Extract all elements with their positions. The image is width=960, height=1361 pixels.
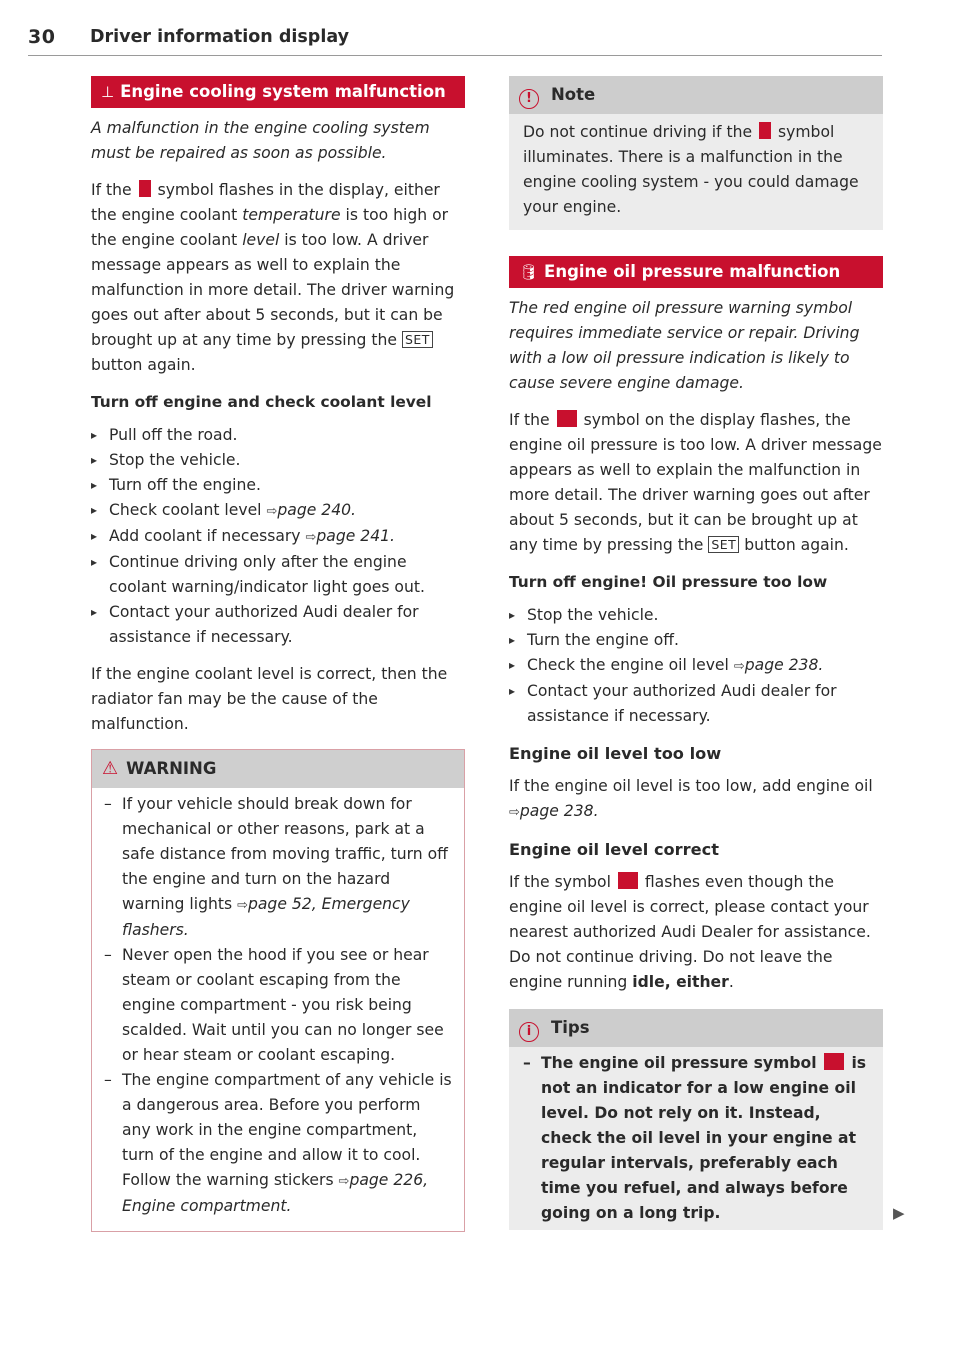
intro-text: A malfunction in the engine cooling system must be repaired as soon as possible. <box>91 119 430 162</box>
list-item: – Never open the hood if you see or hear steam or coolant escaping from the engine compartment - you risk being scalded. Wait until you can no longer see or hear steam or coolant escaping. <box>104 943 454 1068</box>
page-link[interactable]: page 52, Emergency flashers. <box>122 895 410 939</box>
section-title: Driver information display <box>90 27 350 47</box>
list-item: ▸ Turn off the engine. <box>91 473 465 498</box>
body-paragraph: If the engine oil level is too low, add engine oil ⇨page 238. <box>509 777 873 820</box>
coolant-thermometer-icon: ⊥ <box>101 83 115 101</box>
list-item: ▸ Stop the vehicle. <box>91 448 465 473</box>
continue-arrow-icon: ▶ <box>893 1204 905 1222</box>
page-header <box>28 22 882 56</box>
note-header: ! Note <box>509 76 883 114</box>
list-item: – The engine compartment of any vehicle is a dangerous area. Before you perform any work in the engine compartment, turn of the engine and allow it to cool. Follow the warning stickers ⇨page 226, Engine compartment. <box>104 1068 454 1219</box>
set-button-label: SET <box>402 331 433 348</box>
body-paragraph: If the symbol flashes even though the engine oil level is correct, please contact your nearest authorized Audi Dealer for assistance. Do not continue driving. Do not leave the engine running idle, either. <box>509 873 871 991</box>
arrow-right-icon: ⇨ <box>509 805 520 820</box>
body-paragraph: If the symbol on the display flashes, the engine oil pressure is too low. A driver message appears as well to explain the malfunction in more detail. The driver warning goes out after about 5 seconds, but it can be brought up at any time by pressing the SET button again. <box>509 411 882 554</box>
list-item: – The engine oil pressure symbol is not an indicator for a low engine oil level. Do not rely on it. Instead, check the oil level in your engine at regular intervals, preferably each time you refuel, and always before going on a long trip. <box>523 1051 873 1226</box>
step-list <box>91 423 465 650</box>
subheading-oil-correct: Engine oil level correct <box>509 840 719 859</box>
oil-pressure-symbol-icon <box>824 1053 844 1070</box>
body-paragraph: If the engine coolant level is correct, then the radiator fan may be the cause of the malfunction. <box>91 665 448 733</box>
intro-text: The red engine oil pressure warning symbol requires immediate service or repair. Driving with a low oil pressure indication is likely to cause severe engine damage. <box>509 299 860 392</box>
info-circle-icon: i <box>519 1022 539 1042</box>
list-item: ▸ Contact your authorized Audi dealer for assistance if necessary. <box>509 679 883 729</box>
oil-pressure-symbol-icon <box>557 410 577 427</box>
arrow-right-icon: ⇨ <box>237 898 248 913</box>
exclamation-circle-icon: ! <box>519 89 539 109</box>
list-item: ▸ Check the engine oil level ⇨page 238. <box>509 653 883 679</box>
list-item: ▸ Pull off the road. <box>91 423 465 448</box>
section-heading-cooling: ⊥ Engine cooling system malfunction <box>91 76 465 108</box>
section-heading-oil: 🛢 Engine oil pressure malfunction <box>509 256 883 288</box>
page-number: 30 <box>28 26 56 48</box>
list-item: ▸ Contact your authorized Audi dealer for assistance if necessary. <box>91 600 465 650</box>
page-link[interactable]: page 238. <box>744 656 824 674</box>
right-column <box>509 76 883 1230</box>
page-link[interactable]: page 238. <box>519 802 599 820</box>
page-link[interactable]: page 240. <box>277 501 357 519</box>
arrow-right-icon: ⇨ <box>305 530 317 545</box>
list-item: ▸ Turn the engine off. <box>509 628 883 653</box>
list-item: – If your vehicle should break down for mechanical or other reasons, park at a safe distance from moving traffic, turn off the engine and turn on the hazard warning lights ⇨page 52, Emergency flashers. <box>104 792 454 943</box>
tips-body <box>509 1047 883 1230</box>
list-item: ▸ Continue driving only after the engine coolant warning/indicator light goes out. <box>91 550 465 600</box>
subheading-oil-low: Engine oil level too low <box>509 744 722 763</box>
tips-header: i Tips <box>509 1009 883 1047</box>
note-body: Do not continue driving if the symbol illuminates. There is a malfunction in the engine cooling system - you could damage your engine. <box>523 123 859 216</box>
list-item: ▸ Stop the vehicle. <box>509 603 883 628</box>
page-link[interactable]: page 226, Engine compartment. <box>122 1171 429 1215</box>
coolant-warning-symbol-icon <box>139 180 151 197</box>
oil-pressure-symbol-icon <box>618 872 638 889</box>
tips-box <box>509 1009 883 1230</box>
coolant-warning-symbol-icon <box>759 122 771 139</box>
warning-triangle-icon: ⚠ <box>102 758 119 779</box>
body-paragraph: If the symbol flashes in the display, either the engine coolant temperature is too high or the engine coolant level is too low. A driver message appears as well to explain the malfunction in more detail. The driver warning goes out after about 5 seconds, but it can be brought up at any time by pressing the SET button again. <box>91 181 455 374</box>
step-list <box>509 603 883 729</box>
warning-box <box>91 749 465 1232</box>
note-box <box>509 76 883 230</box>
oil-can-icon: 🛢 <box>519 263 539 281</box>
warning-list <box>104 792 454 1219</box>
subheading-oil-pressure: Turn off engine! Oil pressure too low <box>509 573 828 591</box>
set-button-label: SET <box>708 536 739 553</box>
list-item: ▸ Add coolant if necessary ⇨page 241. <box>91 524 465 550</box>
list-item: ▸ Check coolant level ⇨page 240. <box>91 498 465 524</box>
subheading-coolant: Turn off engine and check coolant level <box>91 393 432 411</box>
arrow-right-icon: ⇨ <box>733 659 745 674</box>
arrow-right-icon: ⇨ <box>338 1174 350 1189</box>
warning-header: ⚠ WARNING <box>92 750 464 788</box>
left-column <box>91 76 465 1232</box>
arrow-right-icon: ⇨ <box>266 504 278 519</box>
page-link[interactable]: page 241. <box>316 527 396 545</box>
